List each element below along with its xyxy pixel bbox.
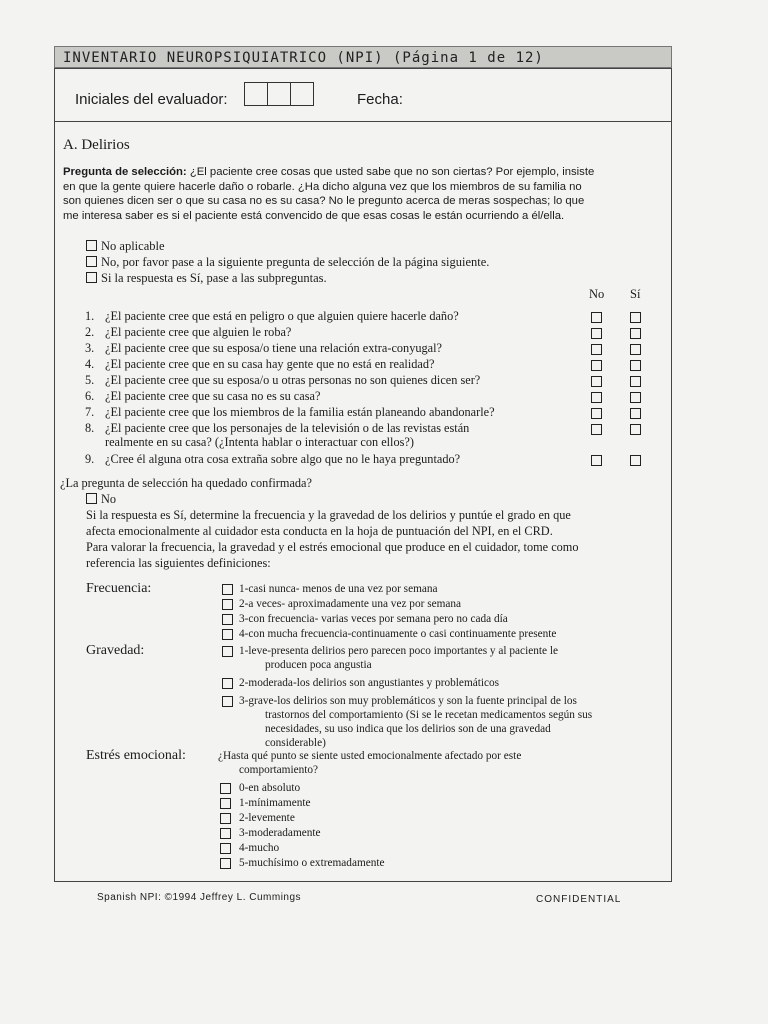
screening-question: Pregunta de selección: ¿El paciente cree cosas que usted sabe que no son ciertas? Por ejemplo, insiste en que la gente quiere hacerle daño o robarle. ¿Ha dicho alguna vez que los miembros de su familia no son quienes dicen ser o que su casa no es su casa? No le pregunto acerca de meras sospechas; lo que me interesa saber es si el paciente está convencido de que esas cosas le están ocurriendo a él/ella. bbox=[63, 166, 595, 222]
subquestion-text: ¿El paciente cree que los personajes de la televisión o de las revistas están bbox=[105, 421, 470, 435]
subquestion-text: ¿El paciente cree que en su casa hay gente que no está en realidad? bbox=[105, 357, 435, 371]
subquestion-row bbox=[85, 452, 460, 467]
checkbox[interactable] bbox=[591, 328, 602, 339]
subquestion-row bbox=[85, 389, 320, 404]
severity-option: 2-moderada-los delirios son angustiantes y problemáticos bbox=[239, 677, 500, 689]
option-no[interactable]: No, por favor pase a la siguiente pregunta de selección de la página siguiente. bbox=[86, 255, 489, 270]
severity-option: 3-grave-los delirios son muy problemáticos y son la fuente principal de los bbox=[239, 695, 577, 707]
checkbox[interactable] bbox=[630, 344, 641, 355]
severity-option: producen poca angustia bbox=[265, 659, 372, 671]
subquestion-number: 6. bbox=[85, 389, 95, 403]
frequency-option: 3-con frecuencia- varias veces por semana pero no cada día bbox=[239, 613, 508, 625]
checkbox[interactable] bbox=[220, 843, 231, 854]
subquestion-number: 3. bbox=[85, 341, 95, 355]
distress-option: 5-muchísimo o extremadamente bbox=[239, 857, 385, 869]
checkbox[interactable] bbox=[86, 240, 97, 251]
date-label: Fecha: bbox=[357, 91, 403, 108]
subquestion-text: ¿El paciente cree que los miembros de la familia están planeando abandonarle? bbox=[105, 405, 495, 419]
checkbox[interactable] bbox=[591, 392, 602, 403]
option-yes[interactable]: Si la respuesta es Sí, pase a las subpreguntas. bbox=[86, 271, 327, 286]
column-no: No bbox=[589, 287, 605, 301]
frequency-option: 1-casi nunca- menos de una vez por semana bbox=[239, 583, 438, 595]
checkbox[interactable] bbox=[220, 828, 231, 839]
confirm-no-option[interactable]: No bbox=[86, 492, 116, 507]
checkbox[interactable] bbox=[222, 599, 233, 610]
checkbox[interactable] bbox=[591, 312, 602, 323]
subquestion-number: 4. bbox=[85, 357, 95, 371]
checkbox[interactable] bbox=[630, 312, 641, 323]
subquestion-text: ¿El paciente cree que su esposa/o tiene una relación extra-conyugal? bbox=[105, 341, 442, 355]
distress-label: Estrés emocional: bbox=[86, 748, 186, 763]
footer-copyright: Spanish NPI: ©1994 Jeffrey L. Cummings bbox=[97, 892, 302, 903]
subquestion-text: ¿El paciente cree que alguien le roba? bbox=[105, 325, 292, 339]
instruction-line: Para valorar la frecuencia, la gravedad y el estrés emocional que produce en el cuidador, tome como bbox=[86, 540, 579, 554]
checkbox[interactable] bbox=[220, 858, 231, 869]
checkbox[interactable] bbox=[86, 272, 97, 283]
checkbox[interactable] bbox=[222, 678, 233, 689]
subquestion-row bbox=[85, 341, 442, 356]
document-title: INVENTARIO NEUROPSIQUIATRICO (NPI) (Página 1 de 12) bbox=[54, 46, 672, 68]
subquestion-row bbox=[85, 373, 480, 388]
checkbox[interactable] bbox=[630, 455, 641, 466]
subquestion-row bbox=[85, 405, 495, 420]
distress-option: 4-mucho bbox=[239, 842, 280, 854]
section-title: A. Delirios bbox=[63, 137, 130, 153]
severity-option: 1-leve-presenta delirios pero parecen poco importantes y al paciente le bbox=[239, 645, 558, 657]
footer-confidential: CONFIDENTIAL bbox=[536, 894, 622, 905]
checkbox[interactable] bbox=[591, 408, 602, 419]
checkbox[interactable] bbox=[591, 455, 602, 466]
form-frame bbox=[54, 68, 672, 882]
subquestion-row bbox=[85, 435, 414, 450]
checkbox[interactable] bbox=[630, 408, 641, 419]
evaluator-initials-boxes[interactable] bbox=[244, 82, 314, 106]
confirm-question: ¿La pregunta de selección ha quedado confirmada? bbox=[60, 476, 312, 490]
subquestion-text: ¿Cree él alguna otra cosa extraña sobre algo que no le haya preguntado? bbox=[105, 452, 461, 466]
subquestion-row bbox=[85, 309, 459, 324]
subquestion-number: 7. bbox=[85, 405, 95, 419]
checkbox[interactable] bbox=[222, 696, 233, 707]
checkbox[interactable] bbox=[86, 493, 97, 504]
checkbox[interactable] bbox=[86, 256, 97, 267]
checkbox[interactable] bbox=[222, 646, 233, 657]
checkbox[interactable] bbox=[630, 392, 641, 403]
evaluator-initials-label: Iniciales del evaluador: bbox=[75, 91, 228, 108]
severity-option: trastornos del comportamiento (Si se le recetan medicamentos según sus bbox=[265, 709, 593, 721]
subquestion-number: 9. bbox=[85, 452, 95, 466]
checkbox[interactable] bbox=[222, 629, 233, 640]
checkbox[interactable] bbox=[220, 798, 231, 809]
checkbox[interactable] bbox=[591, 344, 602, 355]
subquestion-number: 5. bbox=[85, 373, 95, 387]
subquestion-number: 1. bbox=[85, 309, 95, 323]
checkbox[interactable] bbox=[591, 376, 602, 387]
instruction-line: afecta emocionalmente al cuidador esta conducta en la hoja de puntuación del NPI, en el CRD. bbox=[86, 524, 553, 538]
subquestion-number: 8. bbox=[85, 421, 95, 435]
instruction-line: referencia las siguientes definiciones: bbox=[86, 556, 271, 570]
frequency-option: 2-a veces- aproximadamente una vez por semana bbox=[239, 598, 462, 610]
checkbox[interactable] bbox=[220, 813, 231, 824]
distress-option: 1-mínimamente bbox=[239, 797, 311, 809]
subquestion-text: realmente en su casa? (¿Intenta hablar o interactuar con ellos?) bbox=[105, 435, 414, 449]
checkbox[interactable] bbox=[630, 328, 641, 339]
checkbox[interactable] bbox=[591, 424, 602, 435]
column-si: Sí bbox=[630, 287, 641, 301]
checkbox[interactable] bbox=[630, 424, 641, 435]
checkbox[interactable] bbox=[222, 584, 233, 595]
frequency-label: Frecuencia: bbox=[86, 581, 152, 596]
severity-option: necesidades, su uso indica que los delirios son de una gravedad bbox=[265, 723, 551, 735]
distress-question: ¿Hasta qué punto se siente usted emocionalmente afectado por este bbox=[218, 750, 522, 762]
distress-option: 0-en absoluto bbox=[239, 782, 301, 794]
option-not-applicable[interactable]: No aplicable bbox=[86, 239, 165, 254]
subquestion-text: ¿El paciente cree que su casa no es su casa? bbox=[105, 389, 321, 403]
checkbox[interactable] bbox=[630, 376, 641, 387]
subquestion-row bbox=[85, 325, 291, 340]
frequency-option: 4-con mucha frecuencia-continuamente o casi continuamente presente bbox=[239, 628, 557, 640]
subquestion-row bbox=[85, 421, 469, 436]
checkbox[interactable] bbox=[220, 783, 231, 794]
instruction-line: Si la respuesta es Sí, determine la frecuencia y la gravedad de los delirios y puntúe el grado en que bbox=[86, 508, 571, 522]
subquestion-row bbox=[85, 357, 434, 372]
subquestion-text: ¿El paciente cree que está en peligro o que alguien quiere hacerle daño? bbox=[105, 309, 459, 323]
severity-option: considerable) bbox=[265, 737, 326, 749]
checkbox[interactable] bbox=[222, 614, 233, 625]
distress-question: comportamiento? bbox=[239, 764, 319, 776]
subquestion-text: ¿El paciente cree que su esposa/o u otras personas no son quienes dicen ser? bbox=[105, 373, 481, 387]
checkbox[interactable] bbox=[630, 360, 641, 371]
checkbox[interactable] bbox=[591, 360, 602, 371]
subquestion-number: 2. bbox=[85, 325, 95, 339]
distress-option: 2-levemente bbox=[239, 812, 295, 824]
evaluator-row bbox=[55, 69, 671, 122]
distress-option: 3-moderadamente bbox=[239, 827, 321, 839]
severity-label: Gravedad: bbox=[86, 643, 145, 658]
